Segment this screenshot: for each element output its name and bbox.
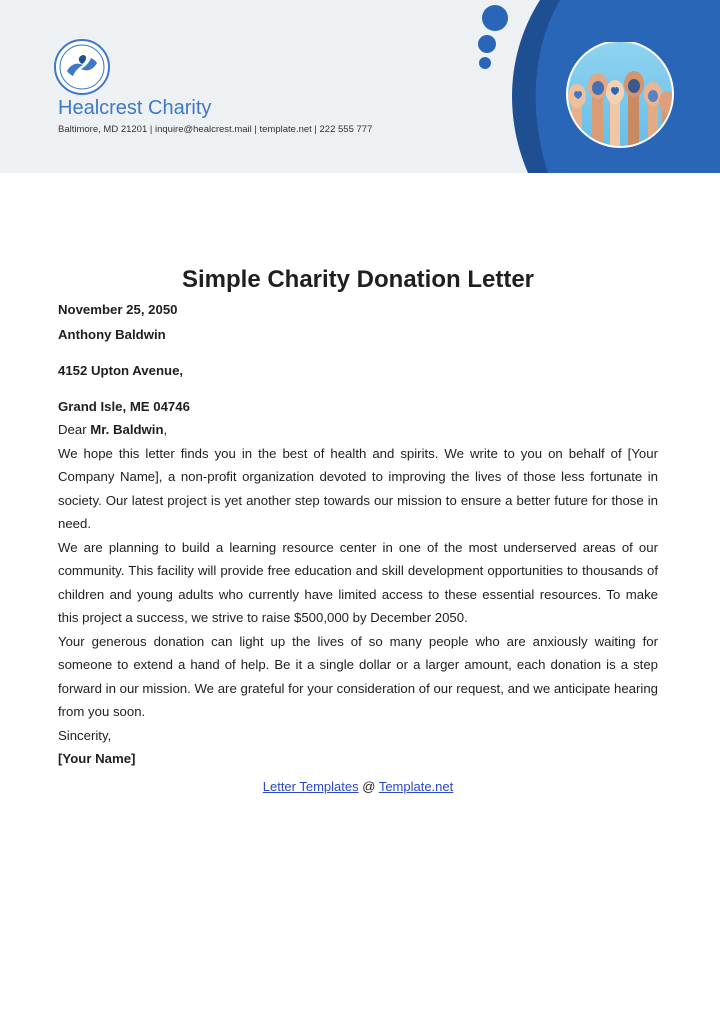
decor-dot-large (482, 5, 508, 31)
letter-body (58, 262, 658, 798)
paragraph-3: Your generous donation can light up the lives of so many people who are anxiously waiting for someone to extend a hand of help. Be it a single dollar or a larger amount, each donation is a step forward in our mission. We are grateful for your consideration of our request, and we anticipate hearing from you soon. (58, 633, 658, 719)
decor-dot-medium (478, 35, 496, 53)
closing: Sincerity, (58, 727, 112, 743)
decor-dot-small (479, 57, 491, 69)
letterhead-banner (0, 0, 720, 173)
footer-credit (58, 775, 658, 799)
heart-hands-logo-icon (53, 38, 111, 96)
organization-contact-line: Baltimore, MD 21201 | inquire@healcrest.mail | template.net | 222 555 777 (58, 124, 373, 135)
letter-date: November 25, 2050 (58, 302, 178, 317)
letter-templates-link[interactable]: Letter Templates (262, 778, 359, 794)
template-net-link[interactable]: Template.net (378, 778, 454, 794)
address-line-2: Grand Isle, ME 04746 (58, 399, 190, 414)
signature: [Your Name] (58, 751, 136, 766)
salutation (58, 418, 658, 442)
salutation-name: Mr. Baldwin (90, 422, 164, 437)
organization-name: Healcrest Charity (58, 97, 212, 119)
salutation-prefix: Dear (58, 422, 91, 437)
letter-title: Simple Charity Donation Letter (181, 266, 535, 293)
footer-separator: @ (358, 778, 379, 794)
raised-hands-photo (558, 42, 694, 173)
paragraph-1: We hope this letter finds you in the best of health and spirits. We write to you on behalf of [Your Company Name], a non-profit organization devoted to improving the lives of those less fortunate in society. Our latest project is yet another step towards our mission to ensure a better future for those in need. (58, 445, 658, 531)
paragraph-2: We are planning to build a learning resource center in one of the most underserved areas of our community. This facility will provide free education and skill development opportunities to thousands of children and young adults who currently have limited access to these essential resources. To make this project a success, we strive to raise $500,000 by December 2050. (58, 539, 658, 625)
address-line-1: 4152 Upton Avenue, (58, 363, 184, 378)
salutation-suffix: , (163, 422, 168, 437)
recipient-name: Anthony Baldwin (58, 327, 166, 342)
